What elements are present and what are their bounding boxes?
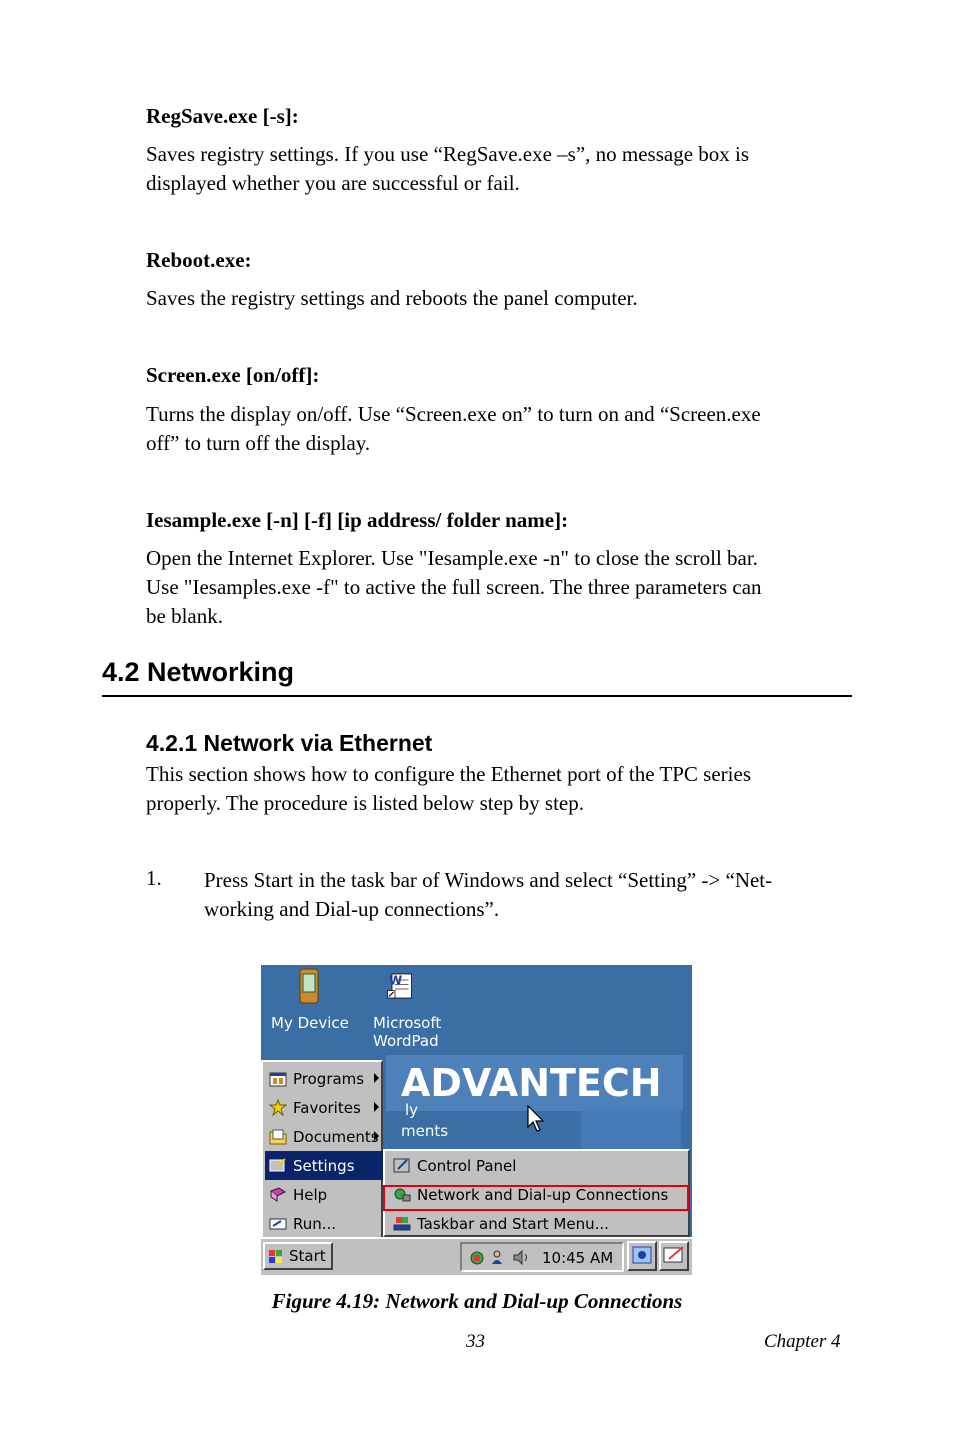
my-device-icon[interactable] [294, 967, 324, 1005]
submenu-arrow-icon [374, 1102, 379, 1112]
section-text-screen [146, 400, 858, 458]
submenu-item-control-panel[interactable] [387, 1151, 687, 1180]
start-menu [261, 1060, 383, 1237]
start-menu-item-settings[interactable] [265, 1151, 383, 1180]
text-line: Saves the registry settings and reboots the panel computer. [146, 286, 638, 310]
start-menu-item-favorites[interactable] [265, 1093, 383, 1122]
menu-label: Taskbar and Start Menu... [417, 1214, 609, 1233]
help-book-icon [269, 1186, 287, 1203]
menu-label: Settings [293, 1156, 355, 1175]
text-line: Open the Internet Explorer. Use "Iesample.exe -n" to close the scroll bar. [146, 546, 758, 570]
highlight-box [383, 1185, 689, 1211]
svg-text:W: W [389, 973, 403, 988]
run-icon [269, 1215, 287, 1232]
text-line: Turns the display on/off. Use “Screen.exe on” to turn on and “Screen.exe [146, 402, 761, 426]
programs-icon [269, 1070, 287, 1087]
text-line: Saves registry settings. If you use “RegSave.exe –s”, no message box is [146, 142, 750, 166]
text-line: displayed whether you are successful or fail. [146, 171, 520, 195]
show-desktop-icon [629, 1243, 655, 1269]
desktop-text-fragment: ly [405, 1101, 419, 1119]
start-menu-item-run[interactable] [265, 1209, 383, 1238]
page-number: 33 [466, 1331, 485, 1352]
documents-folder-icon [269, 1128, 287, 1145]
section-heading-iesample: Iesample.exe [-n] [-f] [ip address/ folder name]: [146, 508, 569, 532]
icon-label: Microsoft [373, 1014, 442, 1032]
star-icon [269, 1099, 287, 1116]
icon-label: My Device [271, 1014, 349, 1032]
start-label: Start [289, 1247, 326, 1265]
section-text-iesample [146, 544, 858, 631]
system-tray [460, 1242, 624, 1272]
start-menu-item-programs[interactable] [265, 1064, 383, 1093]
menu-label: Programs [293, 1069, 365, 1088]
menu-label: Run... [293, 1214, 337, 1233]
step-number: 1. [146, 866, 162, 890]
subsection-title-ethernet: 4.2.1 Network via Ethernet [146, 730, 433, 756]
text-line: be blank. [146, 604, 223, 628]
desktop-text-fragment: ments [401, 1122, 449, 1140]
speaker-icon[interactable] [512, 1249, 534, 1266]
submenu-arrow-icon [374, 1073, 379, 1083]
section-text-reboot [146, 284, 858, 313]
settings-icon [269, 1157, 287, 1174]
submenu-arrow-icon [374, 1131, 379, 1141]
icon-label: WordPad [373, 1032, 439, 1050]
start-menu-item-documents[interactable] [265, 1122, 383, 1151]
wordpad-icon[interactable] [386, 967, 416, 1005]
taskbar [261, 1237, 692, 1275]
input-panel-icon [661, 1243, 687, 1269]
advantech-logo: ADVANTECH [401, 1061, 662, 1105]
start-button[interactable] [263, 1242, 333, 1270]
section-heading-regsave: RegSave.exe [-s]: [146, 104, 299, 128]
menu-label: Network and Dial-up Connections [417, 1185, 669, 1204]
text-line: This section shows how to configure the Ethernet port of the TPC series [146, 762, 752, 786]
desktop-shortcut-button[interactable] [627, 1241, 657, 1271]
menu-label: Help [293, 1185, 328, 1204]
text-line: Press Start in the task bar of Windows and select “Setting” -> “Net- [204, 868, 773, 892]
user-icon[interactable] [490, 1249, 508, 1266]
menu-label: Documents [293, 1127, 379, 1146]
desktop-icon-label-my-device[interactable] [271, 1014, 349, 1032]
taskbar-icon [393, 1215, 411, 1232]
submenu-item-taskbar-start[interactable] [387, 1209, 687, 1238]
mouse-cursor-icon [527, 1105, 545, 1133]
intro-paragraph [146, 760, 858, 818]
network-status-icon[interactable] [468, 1249, 486, 1266]
screenshot-wince-desktop [261, 965, 692, 1275]
input-panel-button[interactable] [659, 1241, 689, 1271]
desktop-icon-label-wordpad[interactable] [373, 1014, 441, 1050]
text-line: Use "Iesamples.exe -f" to active the full screen. The three parameters can [146, 575, 762, 599]
control-panel-icon [393, 1157, 411, 1174]
section-title-networking: 4.2 Networking [102, 657, 295, 687]
clock[interactable]: 10:45 AM [542, 1249, 614, 1267]
menu-label: Favorites [293, 1098, 361, 1117]
windows-flag-icon [268, 1249, 284, 1264]
text-line: properly. The procedure is listed below step by step. [146, 791, 584, 815]
ce-logo-fragment [581, 1105, 681, 1155]
chapter-label: Chapter 4 [764, 1331, 841, 1352]
text-line: off” to turn off the display. [146, 431, 371, 455]
section-heading-screen: Screen.exe [on/off]: [146, 363, 320, 387]
figure-caption: Figure 4.19: Network and Dial-up Connections [271, 1289, 683, 1313]
section-text-regsave [146, 140, 858, 198]
section-heading-reboot: Reboot.exe: [146, 248, 252, 272]
step-text [204, 866, 864, 924]
start-menu-item-help[interactable] [265, 1180, 383, 1209]
text-line: working and Dial-up connections”. [204, 897, 500, 921]
menu-label: Control Panel [417, 1156, 517, 1175]
heading-rule [102, 695, 852, 697]
